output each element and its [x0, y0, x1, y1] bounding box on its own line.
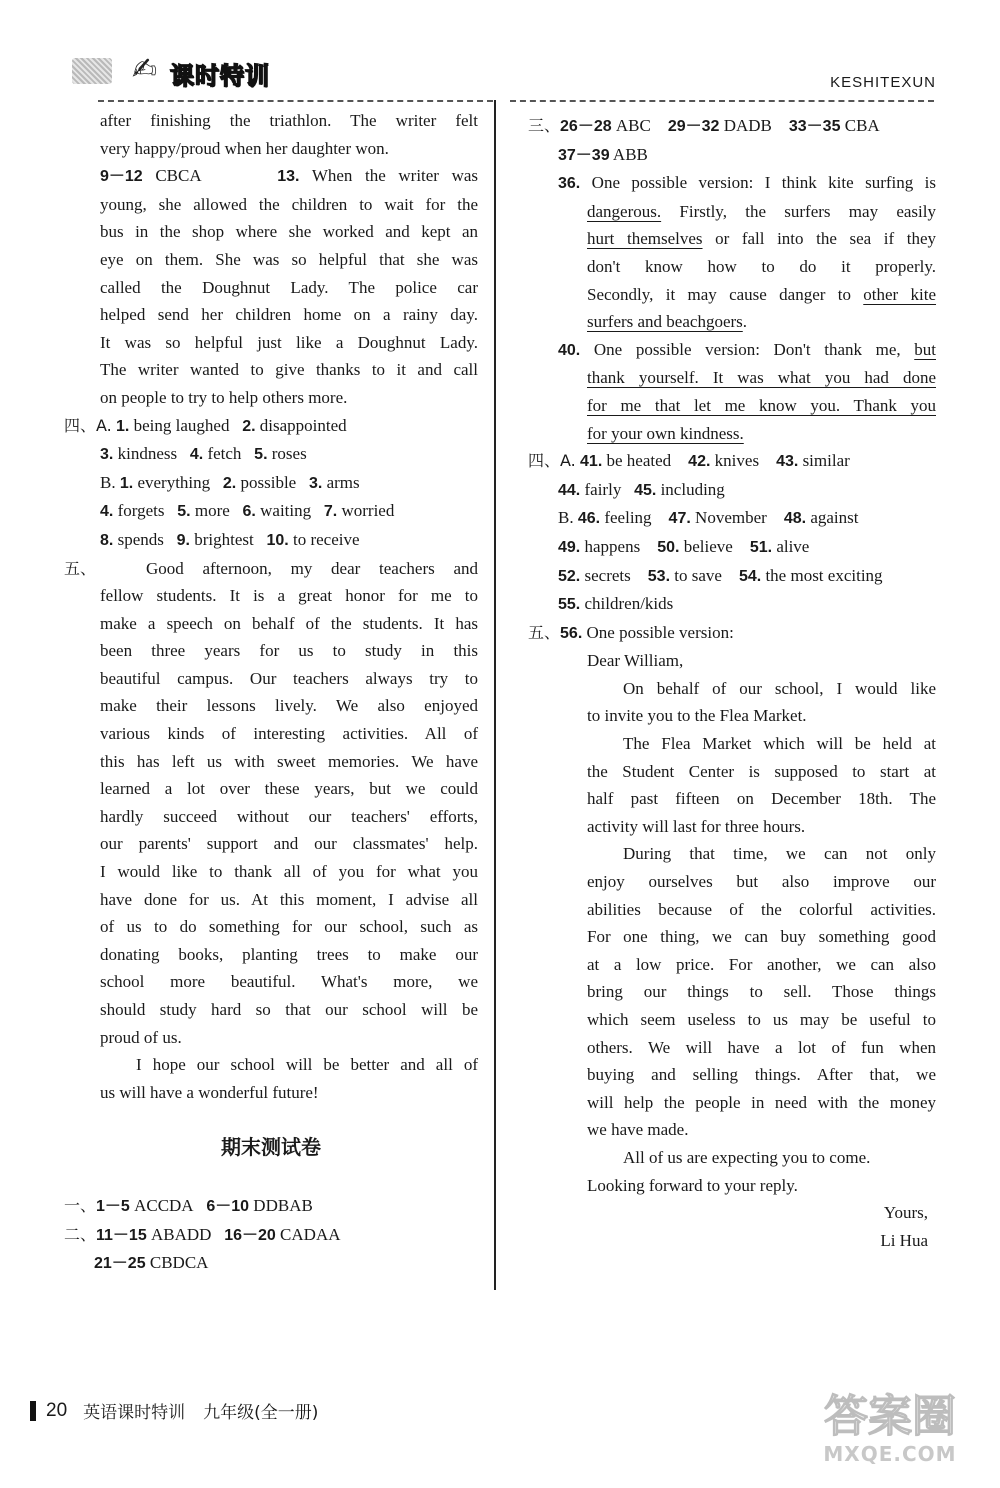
answer-text: One possible version: Don't thank me,	[593, 339, 915, 359]
question-range: 6－10	[206, 1197, 250, 1215]
letter-line: half past fifteen on December 18th. The	[587, 789, 936, 809]
answer-line: I would like to thank all of you for what you	[100, 862, 478, 882]
page-footer	[30, 1398, 318, 1423]
underlined-phrase: but	[914, 339, 936, 359]
answer-key: ABB	[612, 144, 648, 164]
underlined-phrase: hurt themselves	[587, 229, 703, 249]
page-header	[0, 0, 1000, 100]
letter-line: the Student Center is supposed to start at	[587, 761, 936, 781]
letter-line: to invite you to the Flea Market.	[587, 706, 807, 726]
section-4b-row	[64, 469, 478, 498]
answer-line: It was so helpful just like a Doughnut Lady.	[100, 332, 478, 352]
item-answer: happens	[584, 536, 641, 556]
section-label: 四、A.	[528, 451, 576, 471]
item-answer: everything	[137, 472, 211, 492]
letter-line: The Flea Market which will be held at	[623, 734, 936, 754]
question-number: 36.	[558, 175, 581, 193]
underlined-phrase: for me that let me know you. Thank you	[587, 395, 936, 415]
section-label: 五、	[528, 622, 561, 642]
answer-line	[528, 420, 936, 448]
section-4a-row	[528, 447, 936, 476]
answer-line: have done for us. At this moment, I advise all	[100, 889, 478, 909]
item-answer: similar	[802, 451, 850, 471]
item-number: 49.	[558, 538, 581, 556]
item-number: 3.	[100, 446, 114, 464]
letter-line: On behalf of our school, I would like	[623, 678, 936, 698]
letter-line: All of us are expecting you to come.	[623, 1147, 871, 1167]
question-range: 29－32	[667, 118, 720, 135]
exam-answer-row	[528, 112, 936, 141]
answer-line	[528, 364, 936, 392]
item-answer: worried	[341, 501, 395, 521]
item-answer: believe	[683, 536, 733, 556]
header-divider-left	[98, 100, 493, 102]
letter-salutation: Dear William,	[587, 651, 684, 671]
watermark-text: 答案圈	[824, 1391, 956, 1442]
item-answer: children/kids	[584, 594, 674, 614]
answer-text: One possible version: I think kite surfing is	[591, 173, 936, 193]
letter-closing: Yours,	[883, 1203, 928, 1223]
column-divider	[494, 100, 496, 1290]
item-answer: brightest	[194, 529, 254, 549]
letter-line: we have made.	[587, 1120, 689, 1140]
item-number: 45.	[634, 481, 657, 499]
watermark-url: MXQE.COM	[823, 1442, 957, 1466]
item-number: 46.	[577, 510, 601, 528]
item-number: 50.	[657, 538, 680, 556]
item-number: 7.	[323, 503, 338, 521]
answer-key: ABADD	[150, 1224, 212, 1244]
letter-line: enjoy ourselves but also improve our	[587, 872, 936, 892]
section-4b-row	[528, 562, 936, 591]
answer-text: Secondly, it may cause danger to	[587, 284, 864, 304]
writing-intro	[528, 619, 936, 648]
item-answer: against	[810, 508, 859, 528]
answer-text: Firstly, the surfers may easily	[661, 201, 936, 221]
answer-line	[528, 225, 936, 253]
question-range: 9－12	[100, 168, 143, 186]
letter-line: will help the people in need with the money	[587, 1092, 936, 1112]
underlined-phrase: other kite	[863, 284, 937, 304]
question-range: 33－35	[788, 118, 841, 135]
answer-line: donating books, planting trees to make our	[100, 944, 478, 964]
answer-text: One possible version:	[586, 622, 734, 642]
letter-line: bring our things to sell. Those things	[587, 982, 936, 1002]
item-number: 4.	[189, 446, 204, 464]
speech-first-line	[64, 555, 478, 583]
item-number: 55.	[558, 596, 581, 614]
question-number: 56.	[560, 624, 583, 642]
section-4b-row	[528, 590, 936, 619]
item-number: 1.	[119, 474, 134, 492]
letter-line: During that time, we can not only	[623, 844, 936, 864]
answer-line: young, she allowed the children to wait for the	[100, 194, 478, 214]
question-number: 13.	[277, 168, 300, 186]
answer-key: CADAA	[280, 1224, 341, 1244]
underlined-phrase: dangerous.	[587, 201, 662, 221]
item-number: 47.	[668, 510, 691, 528]
answer-line: I hope our school will be better and all of	[136, 1055, 478, 1075]
answer-line: hardly succeed without our teachers' efforts,	[100, 806, 478, 826]
answer-line: beautiful campus. Our teachers always try to	[100, 668, 478, 688]
section-4b-row	[528, 533, 936, 562]
answer-line	[528, 336, 936, 365]
right-column	[528, 112, 936, 1254]
section-4b-row	[528, 504, 936, 533]
item-number: 3.	[308, 474, 323, 492]
answer-line: should study hard so that our school will be	[100, 1000, 478, 1019]
letter-signature: Li Hua	[880, 1230, 928, 1250]
logo-pattern-icon	[72, 58, 112, 84]
section-label: B.	[558, 508, 574, 528]
item-answer: being laughed	[133, 415, 230, 435]
item-answer: possible	[240, 472, 297, 492]
item-answer: fairly	[584, 479, 622, 499]
pen-icon: ✍	[132, 52, 158, 87]
grade-label: 九年级(全一册)	[203, 1403, 319, 1423]
answer-line: helped send her children home on a rainy day.	[100, 305, 478, 325]
item-number: 48.	[783, 510, 807, 528]
answer-key: CBCA	[155, 166, 202, 186]
item-number: 53.	[647, 567, 671, 585]
section-4a-row	[64, 412, 478, 441]
item-number: 41.	[580, 453, 603, 471]
answer-key: ACCDA	[134, 1195, 194, 1215]
item-answer: to receive	[292, 529, 360, 549]
answer-line: proud of us.	[100, 1027, 182, 1047]
item-answer: arms	[326, 472, 360, 492]
item-number: 43.	[776, 453, 799, 471]
series-logo: 课时特训	[170, 62, 270, 90]
item-answer: fetch	[207, 444, 242, 464]
answer-line	[528, 392, 936, 420]
letter-line: at a low price. For another, we can also	[587, 954, 936, 974]
answer-text: or fall into the sea if they	[702, 229, 937, 249]
answer-line: this has left us with sweet memories. We have	[100, 751, 478, 771]
item-number: 54.	[738, 567, 762, 585]
section-label: 一、	[64, 1195, 97, 1215]
answer-key: CBA	[844, 116, 880, 135]
letter-line: abilities because of the colorful activities.	[587, 899, 936, 919]
section-4a-row	[64, 440, 478, 469]
answer-text: .	[742, 312, 748, 332]
answer-key: ABC	[615, 116, 651, 135]
item-answer: to save	[674, 565, 722, 585]
answer-key: DDBAB	[253, 1195, 313, 1215]
answer-line: various kinds of interesting activities. All of	[100, 724, 478, 744]
question-range: 1－5	[96, 1197, 130, 1215]
item-answer: alive	[776, 536, 810, 556]
item-answer: including	[660, 479, 725, 499]
answer-line	[64, 162, 478, 191]
watermark	[810, 1392, 970, 1482]
item-number: 51.	[749, 538, 773, 556]
answer-line: make their lessons lively. We also enjoyed	[100, 696, 478, 716]
item-answer: forgets	[117, 501, 165, 521]
underlined-phrase: surfers and beachgoers	[587, 312, 743, 332]
item-answer: waiting	[260, 501, 312, 521]
page-number: 20	[46, 1399, 68, 1421]
answer-line: don't know how to do it properly.	[587, 256, 936, 276]
item-number: 8.	[100, 531, 114, 549]
exam-answer-row	[64, 1192, 478, 1221]
item-answer: kindness	[117, 444, 178, 464]
item-number: 1.	[116, 417, 130, 435]
question-range: 21－25	[94, 1255, 146, 1273]
answer-text: When the writer was	[311, 166, 479, 186]
exam-answer-row	[64, 1249, 478, 1278]
answer-line	[528, 281, 936, 309]
section-label: 三、	[528, 116, 561, 135]
item-answer: spends	[117, 529, 164, 549]
answer-line	[528, 308, 936, 336]
underlined-phrase: for your own kindness.	[587, 423, 744, 443]
answer-line: of us to do something for our school, such as	[100, 917, 478, 937]
item-answer: disappointed	[259, 415, 347, 435]
letter-line: which seem useless to us may be useful to	[587, 1010, 936, 1029]
item-answer: secrets	[584, 565, 631, 585]
exam-answer-row	[64, 1221, 478, 1250]
item-number: 44.	[558, 481, 581, 499]
answer-key: CBDCA	[149, 1253, 209, 1273]
question-range: 26－28	[560, 118, 612, 135]
question-range: 37－39	[558, 146, 610, 164]
answer-line	[528, 169, 936, 198]
answer-line: been three years for us to study in this	[100, 641, 478, 661]
item-answer: more	[194, 501, 230, 521]
footer-bar-icon	[30, 1401, 36, 1421]
letter-line: activity will last for three hours.	[587, 816, 806, 836]
answer-line: very happy/proud when her daughter won.	[100, 138, 389, 158]
answer-line: school more beautiful. What's more, we	[100, 972, 478, 992]
item-answer: roses	[271, 444, 307, 464]
question-number: 40.	[558, 341, 581, 359]
item-number: 52.	[558, 567, 581, 585]
answer-line	[528, 198, 936, 226]
section-label: B.	[100, 472, 116, 492]
item-answer: feeling	[604, 508, 652, 528]
answer-line: fellow students. It is a great honor for me to	[100, 586, 478, 606]
item-number: 2.	[222, 474, 237, 492]
answer-line: learned a lot over these years, but we could	[100, 779, 478, 799]
section-label: 五、	[64, 558, 97, 578]
answer-line: us will have a wonderful future!	[100, 1082, 319, 1102]
section-4a-row	[528, 476, 936, 505]
item-number: 2.	[242, 417, 256, 435]
answer-line: eye on them. She was so helpful that she was	[100, 249, 478, 269]
left-column	[64, 107, 478, 1278]
answer-line: after finishing the triathlon. The writer felt	[100, 111, 478, 130]
letter-line: For one thing, we can buy something good	[587, 927, 936, 947]
book-title: 英语课时特训	[83, 1403, 186, 1423]
item-answer: November	[695, 508, 767, 528]
item-answer: the most exciting	[765, 565, 883, 585]
item-number: 5.	[254, 446, 268, 464]
question-range: 16－20	[224, 1226, 276, 1244]
section-label: 二、	[64, 1224, 97, 1244]
answer-line: Good afternoon, my dear teachers and	[146, 558, 478, 578]
letter-line: Looking forward to your reply.	[587, 1175, 798, 1195]
item-number: 10.	[266, 531, 289, 549]
header-divider-right	[510, 100, 934, 102]
answer-line: our parents' support and our classmates' help.	[100, 834, 478, 854]
answer-line: called the Doughnut Lady. The police car	[100, 277, 478, 297]
section-4b-row	[64, 497, 478, 526]
section-4b-row	[64, 526, 478, 555]
answer-line: The writer wanted to give thanks to it and call	[100, 360, 478, 380]
item-number: 4.	[100, 503, 114, 521]
underlined-phrase: thank yourself. It was what you had done	[587, 368, 936, 388]
letter-line: buying and selling things. After that, we	[587, 1065, 936, 1085]
exam-answer-row	[528, 141, 936, 170]
answer-line: bus in the shop where she worked and kept an	[100, 222, 478, 242]
answer-line: on people to try to help others more.	[100, 387, 348, 407]
item-number: 9.	[176, 531, 190, 549]
item-answer: knives	[714, 451, 760, 471]
brand-name: KESHITEXUN	[830, 74, 936, 91]
section-label: 四、A.	[64, 415, 112, 435]
question-range: 11－15	[96, 1226, 147, 1244]
item-answer: be heated	[606, 451, 672, 471]
letter-line: others. We will have a lot of fun when	[587, 1037, 936, 1057]
answer-key: DADB	[723, 116, 772, 135]
item-number: 5.	[177, 503, 191, 521]
answer-line: make a speech on behalf of the students. It has	[100, 613, 478, 633]
exam-section-title: 期末测试卷	[221, 1135, 321, 1160]
item-number: 42.	[688, 453, 711, 471]
item-number: 6.	[242, 503, 256, 521]
